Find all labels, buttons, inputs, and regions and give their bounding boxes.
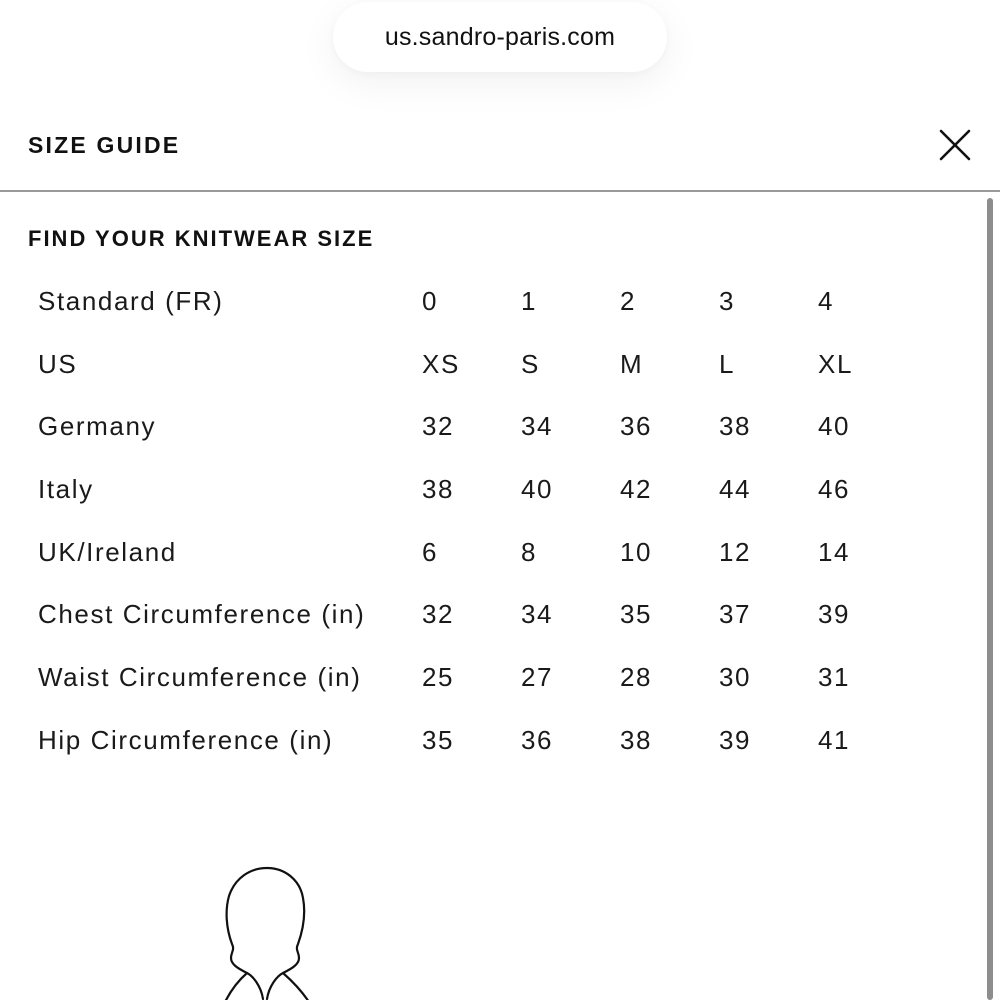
size-cell: 1 (521, 285, 538, 316)
size-cell: 3 (719, 285, 736, 316)
size-cell: 44 (719, 473, 752, 504)
size-cell: 31 (818, 661, 851, 692)
size-cell: 36 (620, 411, 653, 442)
size-cell: 32 (422, 411, 455, 442)
row-label: US (38, 348, 78, 379)
size-guide-content[interactable] (0, 192, 1000, 1000)
size-cell: 34 (521, 411, 554, 442)
size-cell: 38 (620, 724, 653, 755)
size-cell: XS (422, 348, 460, 379)
size-cell: 14 (818, 536, 851, 567)
size-cell: 36 (521, 724, 554, 755)
url-text: us.sandro-paris.com (384, 22, 616, 51)
section-title: FIND YOUR KNITWEAR SIZE (28, 226, 375, 251)
size-cell: L (719, 348, 736, 379)
size-cell: 30 (719, 661, 752, 692)
size-guide-header (0, 110, 1000, 190)
size-cell: 40 (521, 473, 554, 504)
size-table-body (28, 270, 958, 772)
size-cell: 40 (818, 411, 851, 442)
size-cell: 25 (422, 661, 455, 692)
row-label: Waist Circumference (in) (38, 661, 362, 692)
size-cell: 46 (818, 473, 851, 504)
row-label: Hip Circumference (in) (38, 724, 334, 755)
size-cell: 34 (521, 599, 554, 630)
size-cell: 32 (422, 599, 455, 630)
close-button[interactable] (936, 126, 974, 164)
table-row (28, 709, 958, 772)
body-silhouette-icon (195, 852, 345, 1000)
size-cell: 0 (422, 285, 439, 316)
url-bar[interactable] (333, 2, 667, 72)
row-label: Germany (38, 411, 157, 442)
table-row (28, 583, 958, 646)
size-cell: 42 (620, 473, 653, 504)
row-label: Standard (FR) (38, 285, 224, 316)
size-guide-title: SIZE GUIDE (28, 132, 181, 158)
size-cell: 6 (422, 536, 439, 567)
row-label: Chest Circumference (in) (38, 599, 366, 630)
size-cell: XL (818, 348, 854, 379)
table-row (28, 521, 958, 584)
size-cell: 35 (422, 724, 455, 755)
size-table (28, 270, 958, 772)
size-cell: 39 (818, 599, 851, 630)
size-cell: S (521, 348, 540, 379)
row-label: UK/Ireland (38, 536, 177, 567)
size-cell: 12 (719, 536, 752, 567)
size-cell: 27 (521, 661, 554, 692)
size-cell: M (620, 348, 644, 379)
size-cell: 8 (521, 536, 538, 567)
size-cell: 39 (719, 724, 752, 755)
size-cell: 37 (719, 599, 752, 630)
table-row (28, 333, 958, 396)
size-cell: 2 (620, 285, 637, 316)
close-icon (936, 126, 974, 164)
content-scrollbar[interactable] (987, 198, 993, 1000)
size-cell: 41 (818, 724, 851, 755)
browser-url-area (0, 0, 1000, 110)
table-row (28, 270, 958, 333)
size-cell: 38 (422, 473, 455, 504)
row-label: Italy (38, 473, 94, 504)
size-cell: 38 (719, 411, 752, 442)
table-row (28, 646, 958, 709)
size-cell: 10 (620, 536, 653, 567)
size-cell: 4 (818, 285, 835, 316)
size-cell: 35 (620, 599, 653, 630)
size-cell: 28 (620, 661, 653, 692)
table-row (28, 395, 958, 458)
table-row (28, 458, 958, 521)
